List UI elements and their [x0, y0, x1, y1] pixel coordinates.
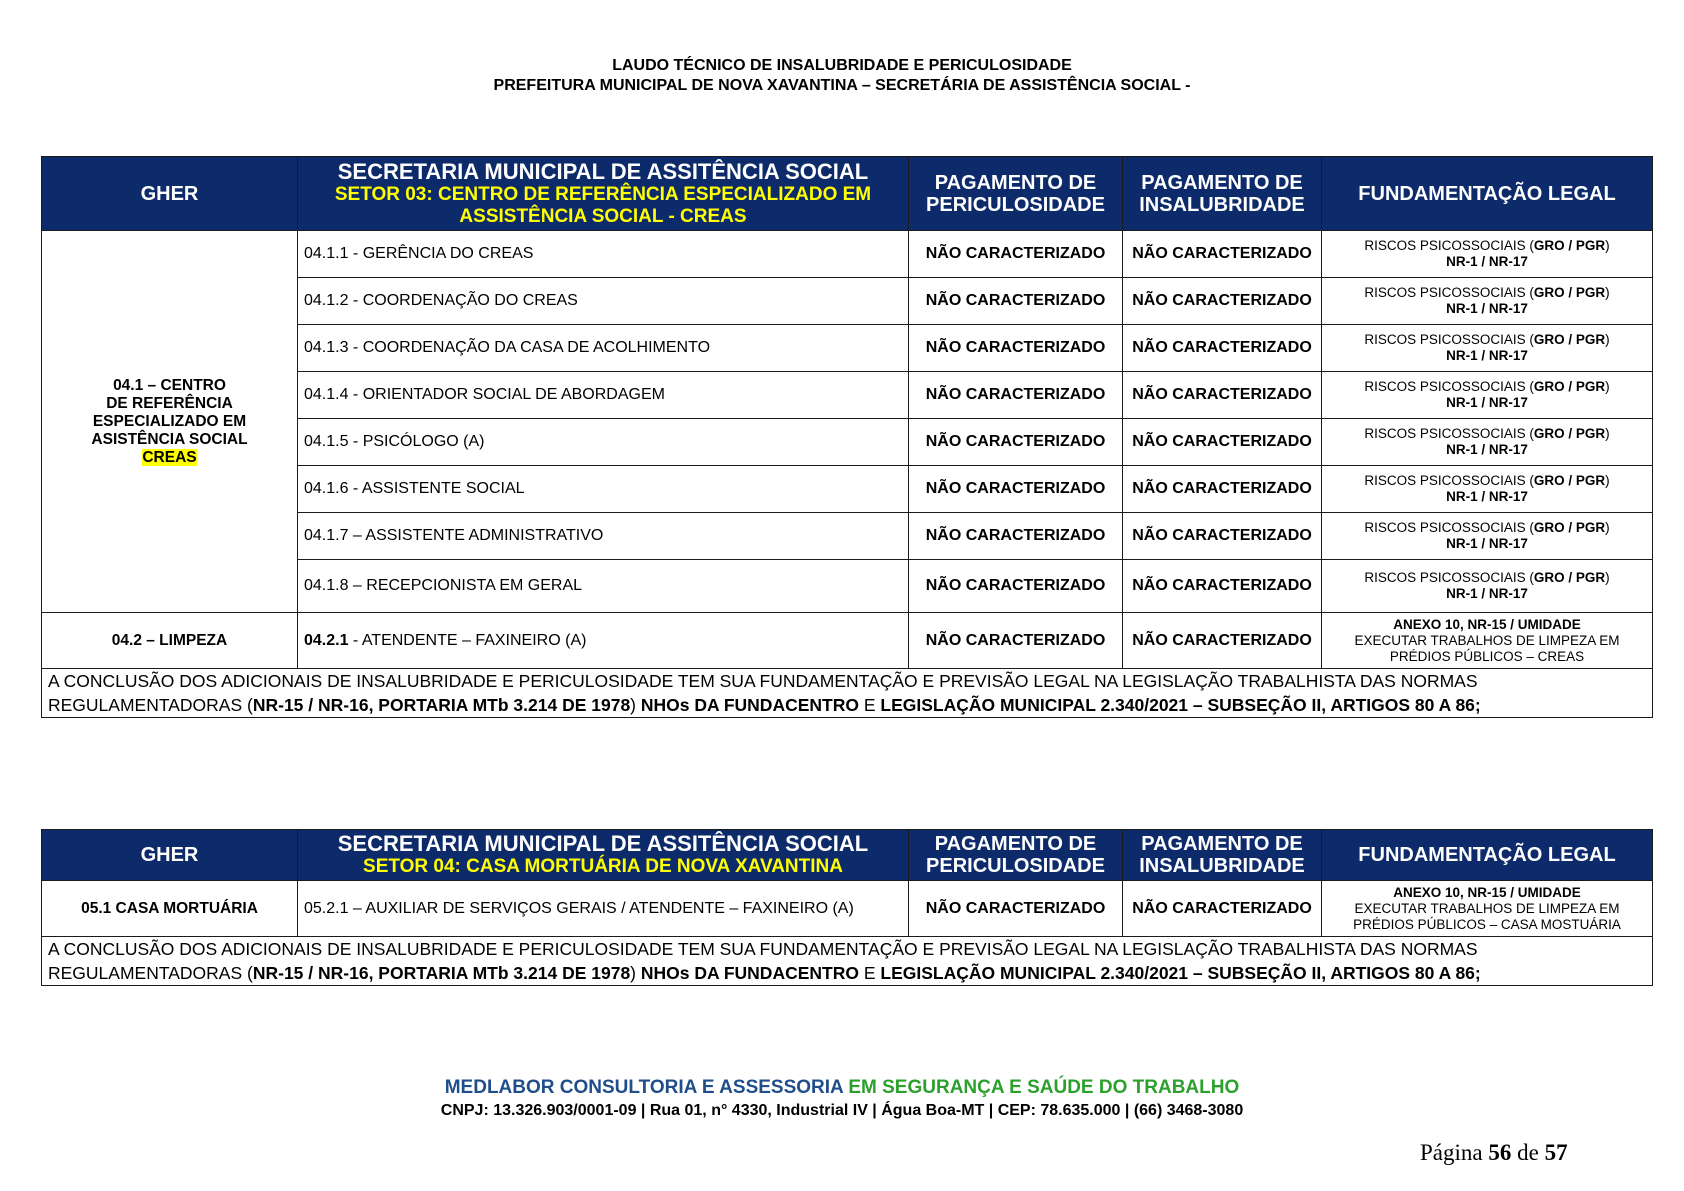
fundamentacao-cell: ANEXO 10, NR-15 / UMIDADE EXECUTAR TRABALHOS DE LIMPEZA EM PRÉDIOS PÚBLICOS – CREAS: [1322, 613, 1653, 669]
gher-creas-cell: 04.1 – CENTRO DE REFERÊNCIA ESPECIALIZADO EM ASISTÊNCIA SOCIAL CREAS: [42, 231, 298, 613]
table-row: [42, 231, 1653, 278]
insalubridade-cell: NÃO CARACTERIZADO: [1123, 613, 1322, 669]
company-name: MEDLABOR CONSULTORIA E ASSESSORIA EM SEGURANÇA E SAÚDE DO TRABALHO: [444, 1077, 1240, 1098]
insalubridade-cell: NÃO CARACTERIZADO: [1123, 419, 1322, 466]
table-header-row: [42, 157, 1653, 231]
fundamentacao-cell: RISCOS PSICOSSOCIAIS (GRO / PGR) NR-1 / NR-17: [1322, 466, 1653, 513]
document-header: [0, 56, 1684, 96]
gher-limpeza-cell: 04.2 – LIMPEZA: [42, 613, 298, 669]
periculosidade-cell: NÃO CARACTERIZADO: [909, 613, 1123, 669]
insalubridade-cell: NÃO CARACTERIZADO: [1123, 278, 1322, 325]
fundamentacao-cell: RISCOS PSICOSSOCIAIS (GRO / PGR) NR-1 / NR-17: [1322, 325, 1653, 372]
col-gher: GHER: [42, 157, 298, 231]
header-title: LAUDO TÉCNICO DE INSALUBRIDADE E PERICULOSIDADE: [612, 57, 1072, 74]
conclusion-row: [42, 937, 1653, 986]
insalubridade-cell: NÃO CARACTERIZADO: [1123, 560, 1322, 613]
conclusion-row: [42, 669, 1653, 718]
page-number: Página 56 de 57: [1420, 1140, 1568, 1165]
periculosidade-cell: NÃO CARACTERIZADO: [909, 513, 1123, 560]
role-cell: 05.2.1 – AUXILIAR DE SERVIÇOS GERAIS / ATENDENTE – FAXINEIRO (A): [298, 881, 909, 937]
role-cell: 04.1.5 - PSICÓLOGO (A): [298, 419, 909, 466]
insalubridade-cell: NÃO CARACTERIZADO: [1123, 325, 1322, 372]
col-fundamentacao: FUNDAMENTAÇÃO LEGAL: [1322, 157, 1653, 231]
setor-title: SETOR 03: CENTRO DE REFERÊNCIA ESPECIALIZADO EM ASSISTÊNCIA SOCIAL - CREAS: [334, 183, 872, 227]
conclusion-text: A CONCLUSÃO DOS ADICIONAIS DE INSALUBRIDADE E PERICULOSIDADE TEM SUA FUNDAMENTAÇÃO E PREVISÃO LEGAL NA LEGISLAÇÃO TRABALHISTA DAS NORMAS REGULAMENTADORAS (NR-15 / NR-16, PORTARIA MTb 3.214 DE 1978) NHOs DA FUNDACENTRO E LEGISLAÇÃO MUNICIPAL 2.340/2021 – SUBSEÇÃO II, ARTIGOS 80 A 86;: [42, 669, 1653, 718]
periculosidade-cell: NÃO CARACTERIZADO: [909, 881, 1123, 937]
col-gher: GHER: [42, 830, 298, 881]
casa-mortuaria-table: [41, 829, 1653, 986]
role-cell: 04.1.4 - ORIENTADOR SOCIAL DE ABORDAGEM: [298, 372, 909, 419]
insalubridade-cell: NÃO CARACTERIZADO: [1123, 513, 1322, 560]
role-cell: 04.1.3 - COORDENAÇÃO DA CASA DE ACOLHIMENTO: [298, 325, 909, 372]
insalubridade-cell: NÃO CARACTERIZADO: [1123, 231, 1322, 278]
fundamentacao-cell: RISCOS PSICOSSOCIAIS (GRO / PGR) NR-1 / NR-17: [1322, 278, 1653, 325]
company-address: CNPJ: 13.326.903/0001-09 | Rua 01, n° 4330, Industrial IV | Água Boa-MT | CEP: 78.635.000 | (66) 3468-3080: [440, 1102, 1244, 1119]
secretaria-title: SECRETARIA MUNICIPAL DE ASSITÊNCIA SOCIAL: [337, 831, 869, 856]
insalubridade-cell: NÃO CARACTERIZADO: [1123, 881, 1322, 937]
header-subtitle: PREFEITURA MUNICIPAL DE NOVA XAVANTINA – SECRETÁRIA DE ASSISTÊNCIA SOCIAL -: [493, 77, 1191, 94]
setor-title: SETOR 04: CASA MORTUÁRIA DE NOVA XAVANTINA: [363, 856, 843, 877]
periculosidade-cell: NÃO CARACTERIZADO: [909, 419, 1123, 466]
fundamentacao-cell: RISCOS PSICOSSOCIAIS (GRO / PGR) NR-1 / NR-17: [1322, 560, 1653, 613]
fundamentacao-cell: RISCOS PSICOSSOCIAIS (GRO / PGR) NR-1 / NR-17: [1322, 372, 1653, 419]
gher-casa-mortuaria-cell: 05.1 CASA MORTUÁRIA: [42, 881, 298, 937]
fundamentacao-cell: RISCOS PSICOSSOCIAIS (GRO / PGR) NR-1 / NR-17: [1322, 419, 1653, 466]
role-cell: 04.1.1 - GERÊNCIA DO CREAS: [298, 231, 909, 278]
role-cell: 04.1.6 - ASSISTENTE SOCIAL: [298, 466, 909, 513]
role-cell: 04.2.1 - ATENDENTE – FAXINEIRO (A): [298, 613, 909, 669]
col-secretaria: [298, 830, 909, 881]
role-cell: 04.1.2 - COORDENAÇÃO DO CREAS: [298, 278, 909, 325]
secretaria-title: SECRETARIA MUNICIPAL DE ASSITÊNCIA SOCIAL: [337, 158, 869, 184]
creas-table: [41, 156, 1653, 718]
role-cell: 04.1.7 – ASSISTENTE ADMINISTRATIVO: [298, 513, 909, 560]
document-footer: [0, 1077, 1684, 1121]
role-cell: 04.1.8 – RECEPCIONISTA EM GERAL: [298, 560, 909, 613]
col-insalubridade: PAGAMENTO DE INSALUBRIDADE: [1123, 157, 1322, 231]
periculosidade-cell: NÃO CARACTERIZADO: [909, 278, 1123, 325]
insalubridade-cell: NÃO CARACTERIZADO: [1123, 372, 1322, 419]
periculosidade-cell: NÃO CARACTERIZADO: [909, 560, 1123, 613]
insalubridade-cell: NÃO CARACTERIZADO: [1123, 466, 1322, 513]
table-row: [42, 881, 1653, 937]
fundamentacao-cell: RISCOS PSICOSSOCIAIS (GRO / PGR) NR-1 / NR-17: [1322, 513, 1653, 560]
creas-highlight: CREAS: [142, 448, 197, 466]
col-periculosidade: PAGAMENTO DE PERICULOSIDADE: [909, 830, 1123, 881]
fundamentacao-cell: RISCOS PSICOSSOCIAIS (GRO / PGR) NR-1 / NR-17: [1322, 231, 1653, 278]
periculosidade-cell: NÃO CARACTERIZADO: [909, 325, 1123, 372]
periculosidade-cell: NÃO CARACTERIZADO: [909, 231, 1123, 278]
col-periculosidade: PAGAMENTO DE PERICULOSIDADE: [909, 157, 1123, 231]
fundamentacao-cell: ANEXO 10, NR-15 / UMIDADE EXECUTAR TRABALHOS DE LIMPEZA EM PRÉDIOS PÚBLICOS – CASA MOSTUÁRIA: [1322, 881, 1653, 937]
conclusion-text: A CONCLUSÃO DOS ADICIONAIS DE INSALUBRIDADE E PERICULOSIDADE TEM SUA FUNDAMENTAÇÃO E PREVISÃO LEGAL NA LEGISLAÇÃO TRABALHISTA DAS NORMAS REGULAMENTADORAS (NR-15 / NR-16, PORTARIA MTb 3.214 DE 1978) NHOs DA FUNDACENTRO E LEGISLAÇÃO MUNICIPAL 2.340/2021 – SUBSEÇÃO II, ARTIGOS 80 A 86;: [42, 937, 1653, 986]
col-secretaria: [298, 157, 909, 231]
table-row-limpeza: [42, 613, 1653, 669]
periculosidade-cell: NÃO CARACTERIZADO: [909, 466, 1123, 513]
col-insalubridade: PAGAMENTO DE INSALUBRIDADE: [1123, 830, 1322, 881]
table-header-row: [42, 830, 1653, 881]
col-fundamentacao: FUNDAMENTAÇÃO LEGAL: [1322, 830, 1653, 881]
periculosidade-cell: NÃO CARACTERIZADO: [909, 372, 1123, 419]
